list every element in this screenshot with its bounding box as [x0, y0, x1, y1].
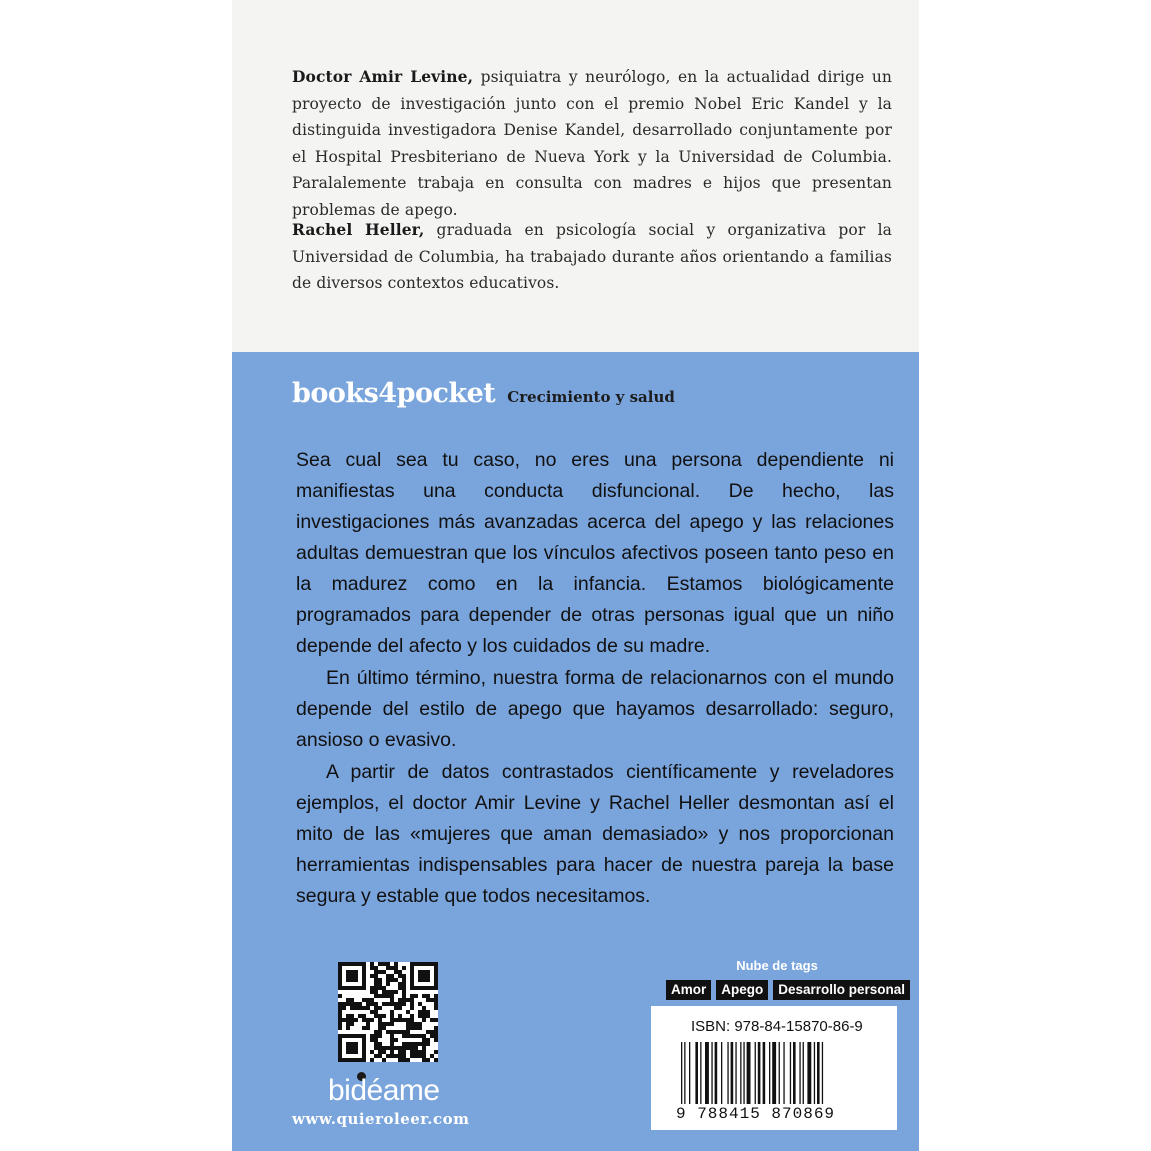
isbn-text: ISBN: 978-84-15870-86-9	[691, 1018, 863, 1035]
book-blurb	[296, 445, 894, 912]
tag-badge: Desarrollo personal	[773, 980, 910, 1000]
collection-header	[292, 378, 675, 409]
author-bio-heller	[292, 217, 892, 297]
barcode-bars	[681, 1042, 871, 1104]
book-back-cover	[232, 0, 919, 1151]
barcode-digits: 9 788415 870869	[676, 1105, 836, 1123]
collection-name: books4pocket	[292, 378, 496, 409]
publisher-website: www.quieroleer.com	[292, 1110, 470, 1128]
author-bio-text: psiquiatra y neurólogo, en la actualidad dirige un proyecto de investigación junto con el premio Nobel Eric Kandel y la distinguida investigadora Denise Kandel, desarrollado conjuntamente por el Hospital Presbiteriano de Nueva York y la Universidad de Columbia. Paralalemente trabaja en consulta con madres e hijos que presentan problemas de apego.	[292, 68, 892, 219]
tag-badge: Amor	[666, 980, 711, 1000]
author-bio-levine	[292, 64, 892, 223]
publisher-logo: bidéame	[328, 1074, 440, 1107]
tag-badge: Apego	[716, 980, 768, 1000]
barcode-label	[651, 1006, 897, 1130]
author-name: Rachel Heller,	[292, 220, 425, 239]
blurb-paragraph: A partir de datos contrastados científicamente y reveladores ejemplos, el doctor Amir Levine y Rachel Heller desmontan así el mito de las «mujeres que aman demasiado» y nos proporcionan herramientas indispensables para hacer de nuestra pareja la base segura y estable que todos necesitamos.	[296, 761, 894, 907]
qr-code	[338, 962, 438, 1062]
tag-cloud-title: Nube de tags	[736, 958, 818, 973]
blurb-paragraph: Sea cual sea tu caso, no eres una persona dependiente ni manifiestas una conducta disfuncional. De hecho, las investigaciones más avanzadas acerca del apego y las relaciones adultas demuestran que los vínculos afectivos poseen tanto peso en la madurez como en la infancia. Estamos biológicamente programados para depender de otras personas igual que un niño depende del afecto y los cuidados de su madre.	[296, 449, 894, 657]
author-bio-text: graduada en psicología social y organizativa por la Universidad de Columbia, ha trabajado durante años orientando a familias de diversos contextos educativos.	[292, 221, 892, 292]
author-name: Doctor Amir Levine,	[292, 67, 474, 86]
tag-cloud	[666, 980, 910, 1000]
collection-category: Crecimiento y salud	[507, 388, 675, 406]
blurb-paragraph: En último término, nuestra forma de relacionarnos con el mundo depende del estilo de apego que hayamos desarrollado: seguro, ansioso o evasivo.	[296, 667, 894, 751]
